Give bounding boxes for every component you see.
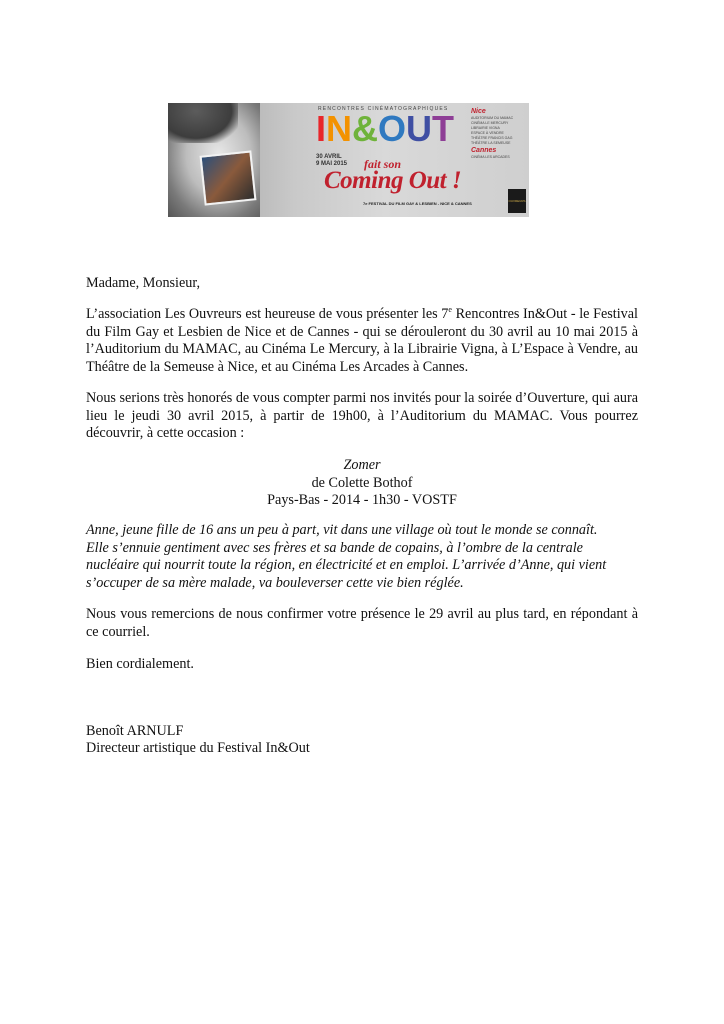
venue-item: LIBRAIRIE VIGNA	[471, 126, 500, 130]
closing: Bien cordialement.	[86, 656, 194, 672]
city-nice: Nice	[471, 108, 486, 115]
city-cannes: Cannes	[471, 147, 497, 154]
logo-letter: &	[352, 108, 379, 149]
ouvreurs-badge: OUVREURS	[508, 189, 526, 213]
film-director: de Colette Bothof	[311, 474, 413, 491]
signature-name: Benoît ARNULF	[86, 723, 184, 739]
venue-item: THÉÂTRE LA SEMEUSE	[471, 141, 511, 145]
ordinal-superscript: e	[448, 305, 452, 314]
intro-text-start: L’association Les Ouvreurs est heureuse de vous présenter les 7	[86, 306, 449, 322]
venue-item: ESPACE À VENDRE	[471, 131, 504, 135]
tagline-big: Coming Out !	[324, 167, 462, 194]
venue-item: CINÉMA LES ARCADES	[471, 155, 510, 159]
paragraph-intro	[86, 306, 638, 376]
festival-banner	[168, 103, 529, 217]
intro-text-end: Rencontres In&Out - le Festival du Film Gay et Lesbien de Nice et de Cannes - qui se dérouleront du 30 avril au 10 mai 2015 à l’Auditorium du MAMAC, au Cinéma Le Mercury, à la Librairie Vigna, à L’Espace à Vendre, au Théâtre de la Semeuse à Nice, et au Cinéma Les Arcades à Cannes.	[86, 306, 638, 375]
synopsis-line: Anne, jeune fille de 16 ans un peu à part, vit dans une village où tout le monde se connaît.	[86, 522, 598, 538]
film-synopsis	[86, 522, 638, 592]
dates-start: 30 AVRIL	[316, 154, 342, 160]
venue-item: CINÉMA LE MERCURY	[471, 121, 509, 125]
film-info: Pays-Bas - 2014 - 1h30 - VOSTF	[267, 492, 457, 509]
film-block	[86, 457, 638, 510]
venues-list	[471, 107, 527, 160]
venue-item: AUDITORIUM DU MAMAC	[471, 116, 514, 120]
paragraph-rsvp: Nous vous remercions de nous confirmer votre présence le 29 avril au plus tard, en répondant à ce courriel.	[86, 606, 638, 640]
salutation: Madame, Monsieur,	[86, 275, 201, 291]
film-title: Zomer	[343, 457, 381, 473]
logo-letter: T	[432, 108, 455, 149]
signature-role: Directeur artistique du Festival In&Out	[86, 740, 310, 756]
banner-eyebrow: RENCONTRES CINÉMATOGRAPHIQUES	[318, 106, 449, 112]
woman-hair-image	[168, 103, 238, 143]
synopsis-line: s’occuper de sa mère malade, va bouleverser cette vie bien réglée.	[86, 574, 464, 591]
banner-subline: 7e FESTIVAL DU FILM GAY & LESBIEN - NICE & CANNES	[363, 201, 472, 206]
tagline-small: fait son	[364, 157, 402, 171]
festival-dates	[316, 154, 347, 168]
venue-item: THÉÂTRE FRANCIS GAG	[471, 136, 513, 140]
logo-letter: O	[378, 108, 407, 149]
synopsis-line: nucléaire qui nourrit toute la région, en électricité et en emploi. L’arrivée d’Anne, qui vient	[86, 557, 607, 574]
dates-end: 9 MAI 2015	[316, 161, 348, 167]
paragraph-invitation: Nous serions très honorés de vous compter parmi nos invités pour la soirée d’Ouverture, qui aura lieu le jeudi 30 avril 2015, à partir de 19h00, à l’Auditorium du MAMAC. Vous pourrez découvrir, à cette occasion :	[86, 390, 638, 442]
synopsis-line: Elle s’ennuie gentiment avec ses frères et sa bande de copains, à l’ombre de la centrale	[86, 539, 583, 556]
couple-photo-image	[200, 150, 257, 205]
logo-letter: N	[326, 108, 353, 149]
logo-letter: I	[316, 108, 327, 149]
logo-letter: U	[406, 108, 433, 149]
